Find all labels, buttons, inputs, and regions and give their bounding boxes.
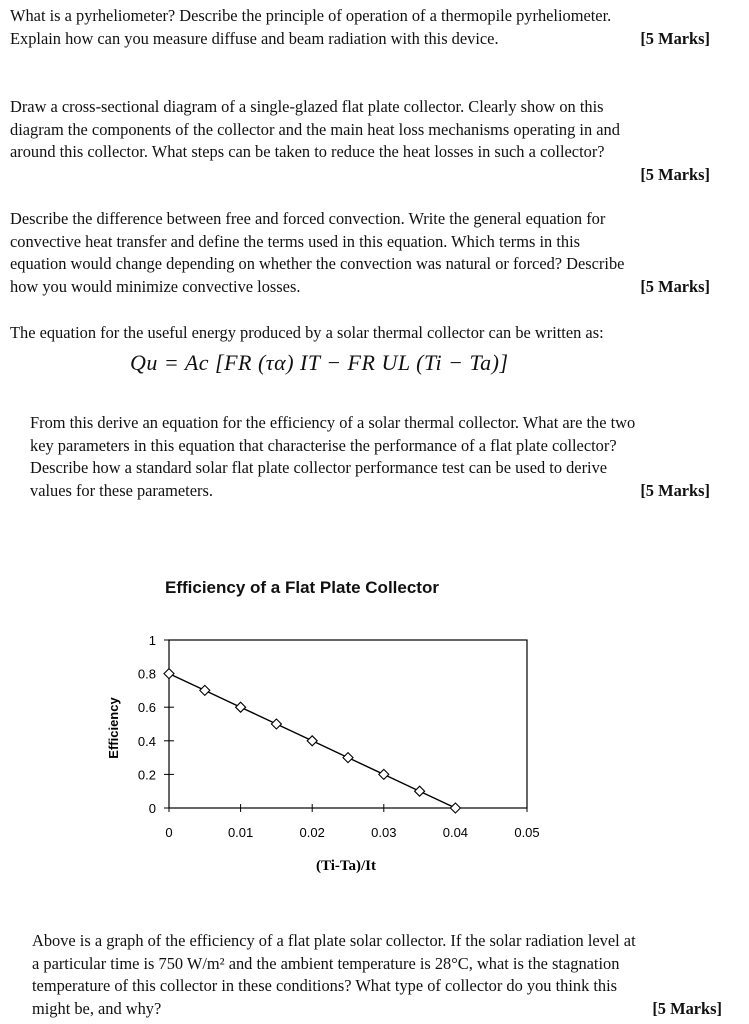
q1-line-1: What is a pyrheliometer? Describe the principle of operation of a thermopile pyrheliometer. (10, 6, 612, 25)
data-point-marker (236, 702, 246, 712)
data-point-marker (450, 803, 460, 813)
question-2 (10, 96, 710, 186)
x-tick-label: 0.03 (371, 825, 397, 840)
q5-line-4: might be, and why? [5 Marks] (32, 998, 722, 1021)
q3-line-3: equation would change depending on whether the convection was natural or forced? Describe (10, 254, 625, 274)
y-tick-label: 1 (148, 633, 156, 648)
y-axis-label: Efficiency (106, 697, 121, 759)
y-tick-label: 0.4 (137, 733, 156, 749)
useful-energy-equation: Qu = Ac [FR (τα) IT − FR UL (Ti − Ta)] (130, 350, 509, 375)
data-point-marker (164, 669, 174, 679)
y-tick-label: 0 (148, 801, 156, 816)
q4-line-4: values for these parameters. [5 Marks] (30, 480, 710, 503)
q3-marks: [5 Marks] (640, 276, 710, 296)
question-1 (10, 5, 710, 50)
q2-line-1: Draw a cross-sectional diagram of a single-glazed flat plate collector. Clearly show on this (10, 97, 604, 116)
q3-line-4: how you would minimize convective losses. [5 Marks] (10, 276, 710, 299)
y-tick-label: 0.6 (137, 700, 156, 716)
x-axis-label: (Ti-Ta)/It (315, 858, 377, 874)
efficiency-chart (0, 600, 749, 900)
q2-marks: [5 Marks] (640, 164, 710, 184)
question-3 (10, 208, 710, 298)
data-point-marker (379, 769, 389, 779)
q4-line-3: Describe how a standard solar flat plate collector performance test can be used to derive (30, 458, 608, 478)
data-point-marker (307, 736, 317, 746)
data-point-marker (343, 753, 353, 763)
q5-line-2: a particular time is 750 W/m² and the ambient temperature is 28°C, what is the stagnation (32, 953, 620, 973)
x-tick-label: 0.05 (514, 825, 540, 840)
q2-marks-line (10, 164, 710, 187)
data-point-marker (271, 719, 281, 729)
x-tick-label: 0.01 (227, 825, 254, 840)
chart-title: Efficiency of a Flat Plate Collector (165, 578, 439, 597)
q2-line-3: around this collector. What steps can be taken to reduce the heat losses in such a collector? (10, 142, 605, 162)
question-5 (32, 930, 722, 1020)
x-tick-label: 0 (165, 825, 173, 840)
q4-line-1: From this derive an equation for the efficiency of a solar thermal collector. What are the two (30, 413, 636, 432)
y-tick-label: 0.2 (137, 767, 156, 783)
q4-line-2: key parameters in this equation that characterise the performance of a flat plate collector? (30, 435, 617, 455)
x-tick-label: 0.04 (442, 825, 469, 840)
data-point-marker (415, 786, 425, 796)
plot-area-frame (169, 640, 527, 808)
y-tick-label: 0.8 (137, 666, 156, 682)
q3-line-1: Describe the difference between free and forced convection. Write the general equation for (10, 209, 606, 228)
q1-marks: [5 Marks] (640, 28, 710, 48)
q5-marks: [5 Marks] (652, 998, 722, 1018)
q4-marks: [5 Marks] (640, 480, 710, 500)
q2-line-2: diagram the components of the collector and the main heat loss mechanisms operating in and (10, 119, 620, 139)
q1-line-2: Explain how can you measure diffuse and beam radiation with this device. [5 Marks] (10, 28, 710, 51)
q5-line-1: Above is a graph of the efficiency of a flat plate solar collector. If the solar radiation level at (32, 931, 636, 950)
question-4 (30, 412, 710, 502)
q5-line-3: temperature of this collector in these conditions? What type of collector do you think this (32, 976, 618, 996)
q3-line-2: convective heat transfer and define the terms used in this equation. Which terms in this (10, 231, 581, 251)
x-tick-label: 0.02 (299, 825, 325, 840)
q4-intro: The equation for the useful energy produced by a solar thermal collector can be written as: (10, 323, 604, 342)
data-point-marker (200, 685, 210, 695)
